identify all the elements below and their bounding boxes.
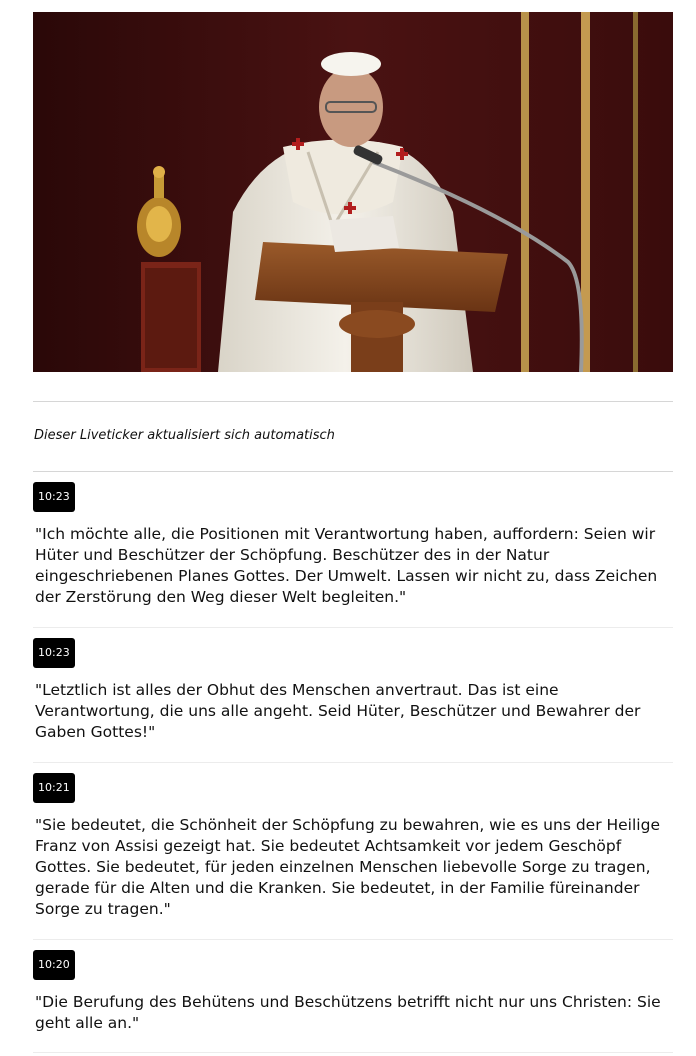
timestamp-badge: 10:23: [33, 638, 75, 668]
ticker-entry: [33, 773, 673, 920]
timestamp-badge: 10:20: [33, 950, 75, 980]
ticker-entry: [33, 482, 673, 608]
entry-divider: [33, 762, 673, 763]
entry-divider: [33, 627, 673, 628]
entry-quote: "Ich möchte alle, die Positionen mit Verantwortung haben, auffordern: Seien wir Hüter und Beschützer der Schöpfung. Beschützer des in der Natur eingeschriebenen Planes Gottes. Der Umwelt. Lassen wir nicht zu, dass Zeichen der Zerstörung den Weg dieser Welt begleiten.": [35, 525, 658, 606]
entry-quote: "Letztlich ist alles der Obhut des Menschen anvertraut. Das ist eine Verantwortung, die uns alle angeht. Seid Hüter, Beschützer und Bewahrer der Gaben Gottes!": [35, 681, 641, 741]
entry-quote: "Die Berufung des Behütens und Beschützens betrifft nicht nur uns Christen: Sie geht alle an.": [35, 993, 661, 1032]
hero-illustration: [33, 12, 673, 372]
entry-divider: [33, 939, 673, 940]
timestamp-badge: 10:23: [33, 482, 75, 512]
divider-top: [33, 401, 673, 402]
ticker-auto-update-notice: Dieser Liveticker aktualisiert sich automatisch: [34, 428, 335, 443]
divider-notice: [33, 471, 673, 472]
ticker-entry: [33, 638, 673, 743]
entry-divider: [33, 1052, 673, 1053]
hero-photo: [33, 12, 673, 372]
entry-quote: "Sie bedeutet, die Schönheit der Schöpfung zu bewahren, wie es uns der Heilige Franz von Assisi gezeigt hat. Sie bedeutet Achtsamkeit vor jedem Geschöpf Gottes. Sie bedeutet, für jeden einzelnen Menschen liebevolle Sorge zu tragen, gerade für die Alten und die Kranken. Sie bedeutet, in der Familie füreinander Sorge zu tragen.": [35, 816, 660, 918]
ticker-entry: [33, 950, 673, 1034]
timestamp-badge: 10:21: [33, 773, 75, 803]
